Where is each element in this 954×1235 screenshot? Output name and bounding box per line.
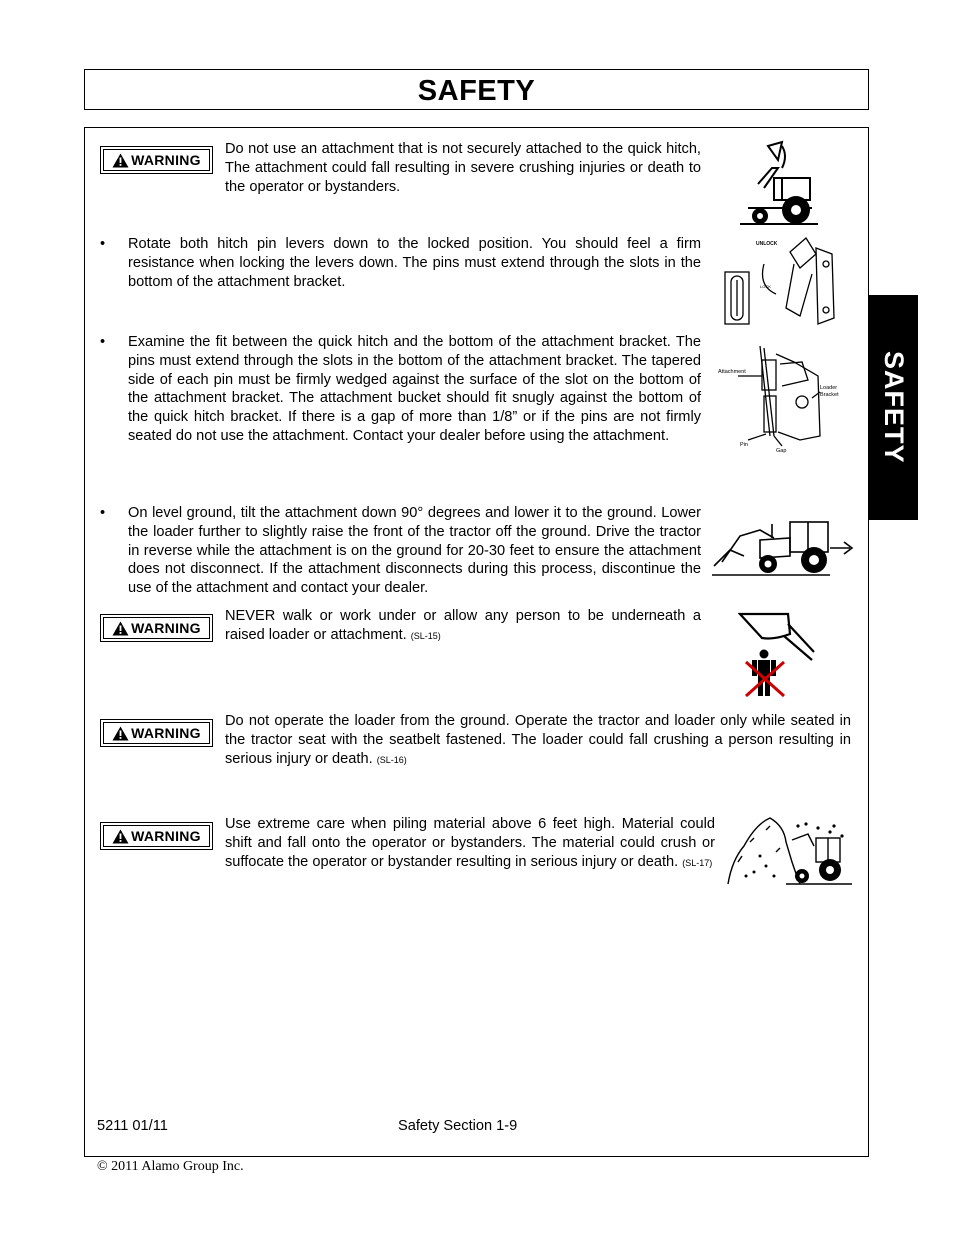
warning-4-text bbox=[225, 815, 715, 872]
lock-label: LOCK bbox=[760, 284, 771, 289]
warning-text: WARNING bbox=[131, 620, 201, 636]
bullet-3: • bbox=[100, 505, 106, 521]
header-box bbox=[84, 69, 869, 110]
footer-model-date: 5211 01/11 bbox=[97, 1118, 168, 1134]
side-tab bbox=[869, 295, 918, 520]
warning-2-code: (SL-15) bbox=[410, 630, 441, 641]
attachment-label: Attachment bbox=[718, 369, 746, 375]
bullet-2: • bbox=[100, 334, 106, 350]
bullet-1-text: Rotate both hitch pin levers down to the locked position. You should feel a firm resistance when locking the levers down. The pins must extend through the slots in the bottom of the attachment bracket. bbox=[128, 236, 701, 290]
unlock-label: UNLOCK bbox=[756, 241, 778, 247]
warning-triangle-icon bbox=[112, 153, 129, 168]
pin-label: Pin bbox=[740, 442, 748, 448]
warning-3-text bbox=[225, 712, 851, 769]
warning-label-1 bbox=[100, 146, 213, 174]
bullet-1: • bbox=[100, 236, 106, 252]
no-standing-under-loader-illustration bbox=[738, 610, 818, 700]
warning-1-text: Do not use an attachment that is not securely attached to the quick hitch, The attachment could fall resulting in severe crushing injuries or death to the operator or bystanders. bbox=[225, 141, 701, 195]
warning-text: WARNING bbox=[131, 828, 201, 844]
warning-text: WARNING bbox=[131, 725, 201, 741]
warning-3-body: Do not operate the loader from the ground. Operate the tractor and loader only while seated in the tractor seat with the seatbelt fastened. The loader could fall crushing a person resulting in serious injury or death. bbox=[225, 713, 851, 767]
tractor-reverse-illustration bbox=[710, 514, 856, 578]
warning-triangle-icon bbox=[112, 726, 129, 741]
copyright: © 2011 Alamo Group Inc. bbox=[97, 1159, 244, 1174]
warning-4-body: Use extreme care when piling material above 6 feet high. Material could shift and fall onto the operator or bystanders. The material could crush or suffocate the operator or bystander resulting in serious injury or death. bbox=[225, 816, 715, 870]
warning-3-code: (SL-16) bbox=[376, 754, 407, 765]
bracket-gap-illustration bbox=[716, 340, 846, 458]
gap-label: Gap bbox=[776, 448, 787, 454]
warning-2-text bbox=[225, 607, 701, 646]
warning-triangle-icon bbox=[112, 621, 129, 636]
warning-label-2 bbox=[100, 614, 213, 642]
page-title: SAFETY bbox=[417, 75, 536, 107]
tractor-hitch-illustration bbox=[738, 138, 820, 230]
hitch-lever-illustration bbox=[722, 234, 840, 326]
bullet-2-text: Examine the fit between the quick hitch and the bottom of the attachment bracket. The pins must extend through the slots in the bottom of the attachment bracket. The tapered side of each pin must be firmly wedged against the surface of the slot on the bottom of the attachment bracket. The attachment bucket should fit snugly against the bottom of the quick hitch bracket. If there is a gap of more than 1/8” or if the pins are not firmly seated do not use the attachment. Contact your dealer before using the attachment. bbox=[128, 334, 701, 444]
warning-label-4 bbox=[100, 822, 213, 850]
warning-text: WARNING bbox=[131, 152, 201, 168]
material-pile-illustration bbox=[726, 812, 854, 888]
warning-triangle-icon bbox=[112, 829, 129, 844]
footer-section: Safety Section 1-9 bbox=[398, 1118, 518, 1134]
warning-2-body: NEVER walk or work under or allow any person to be underneath a raised loader or attachment. bbox=[225, 608, 701, 643]
bullet-3-text: On level ground, tilt the attachment down 90° degrees and lower it to the ground. Lower the loader further to slightly raise the front of the tractor off the ground. Drive the tractor in reverse while the attachment is on the ground for 20-30 feet to ensure the attachment does not disconnect. If the attachment disconnects during this process, discontinue the use of the attachment and contact your dealer. bbox=[128, 505, 701, 597]
warning-4-code: (SL-17) bbox=[682, 857, 713, 868]
bracket-label: Bracket bbox=[820, 392, 839, 398]
warning-label-3 bbox=[100, 719, 213, 747]
side-tab-label: SAFETY bbox=[879, 351, 909, 464]
loader-label: Loader bbox=[820, 385, 838, 391]
